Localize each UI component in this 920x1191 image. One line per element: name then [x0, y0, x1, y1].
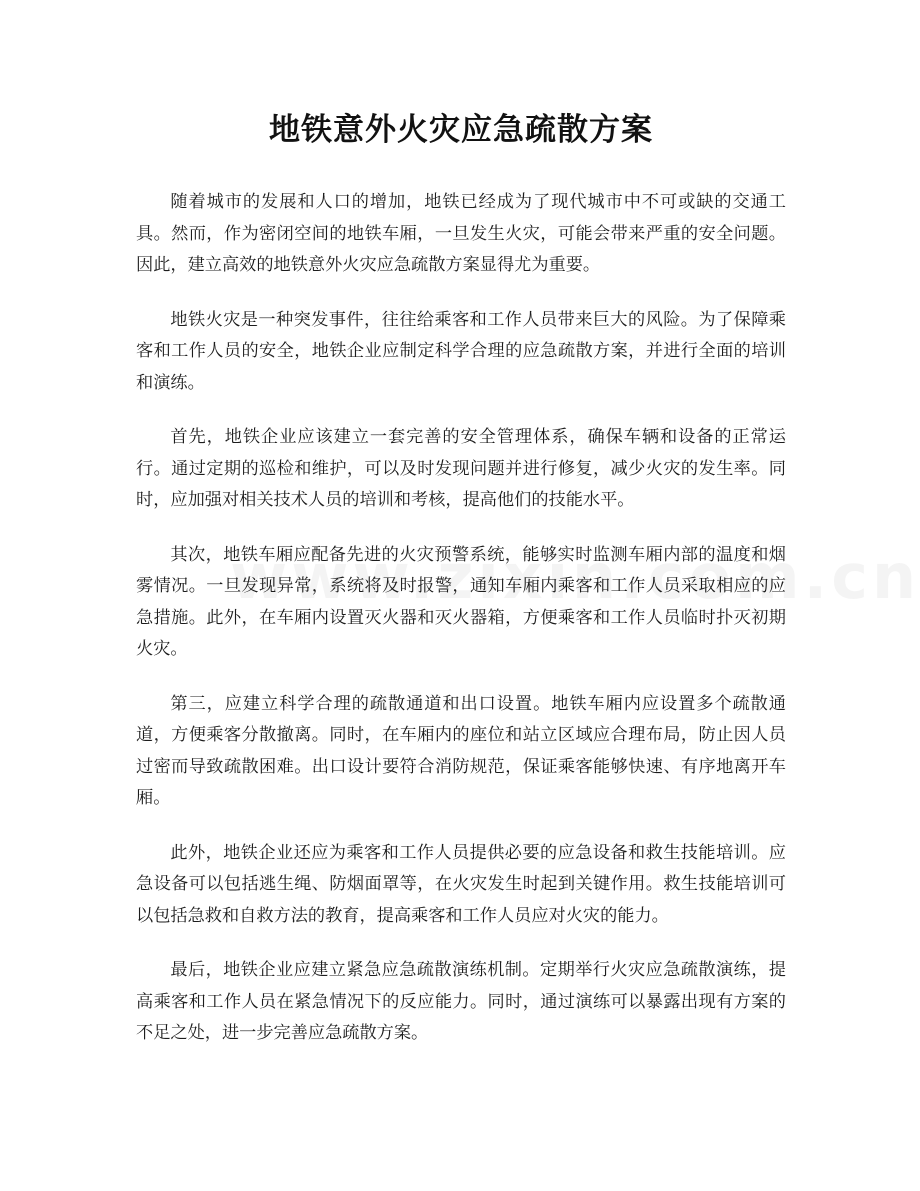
paragraph-third: 第三，应建立科学合理的疏散通道和出口设置。地铁车厢内应设置多个疏散通道，方便乘客分散撤离。同时，在车厢内的座位和站立区域应合理布局，防止因人员过密而导致疏散困难。出口设计要符合消防规范，保证乘客能够快速、有序地离开车厢。	[136, 693, 786, 808]
paragraph-first: 首先，地铁企业应该建立一套完善的安全管理体系，确保车辆和设备的正常运行。通过定期的巡检和维护，可以及时发现问题并进行修复，减少火灾的发生率。同时，应加强对相关技术人员的培训和考核，提高他们的技能水平。	[136, 427, 786, 510]
paragraph-finally: 最后，地铁企业应建立紧急应急疏散演练机制。定期举行火灾应急疏散演练，提高乘客和工作人员在紧急情况下的反应能力。同时，通过演练可以暴露出现有方案的不足之处，进一步完善应急疏散方案。	[136, 960, 786, 1043]
document-title: 地铁意外火灾应急疏散方案	[269, 112, 653, 148]
paragraph-additionally: 此外，地铁企业还应为乘客和工作人员提供必要的应急设备和救生技能培训。应急设备可以包括逃生绳、防烟面罩等，在火灾发生时起到关键作用。救生技能培训可以包括急救和自救方法的教育，提高乘客和工作人员应对火灾的能力。	[136, 842, 786, 926]
paragraph-intro: 随着城市的发展和人口的增加，地铁已经成为了现代城市中不可或缺的交通工具。然而，作为密闭空间的地铁车厢，一旦发生火灾，可能会带来严重的安全问题。因此，建立高效的地铁意外火灾应急疏散方案显得尤为重要。	[136, 192, 786, 275]
paragraph-overview: 地铁火灾是一种突发事件，往往给乘客和工作人员带来巨大的风险。为了保障乘客和工作人员的安全，地铁企业应制定科学合理的应急疏散方案，并进行全面的培训和演练。	[136, 309, 786, 393]
paragraph-second: 其次，地铁车厢应配备先进的火灾预警系统，能够实时监测车厢内部的温度和烟雾情况。一旦发现异常，系统将及时报警，通知车厢内乘客和工作人员采取相应的应急措施。此外，在车厢内设置灭火器和灭火器箱，方便乘客和工作人员临时扑灭初期火灾。	[136, 544, 786, 659]
